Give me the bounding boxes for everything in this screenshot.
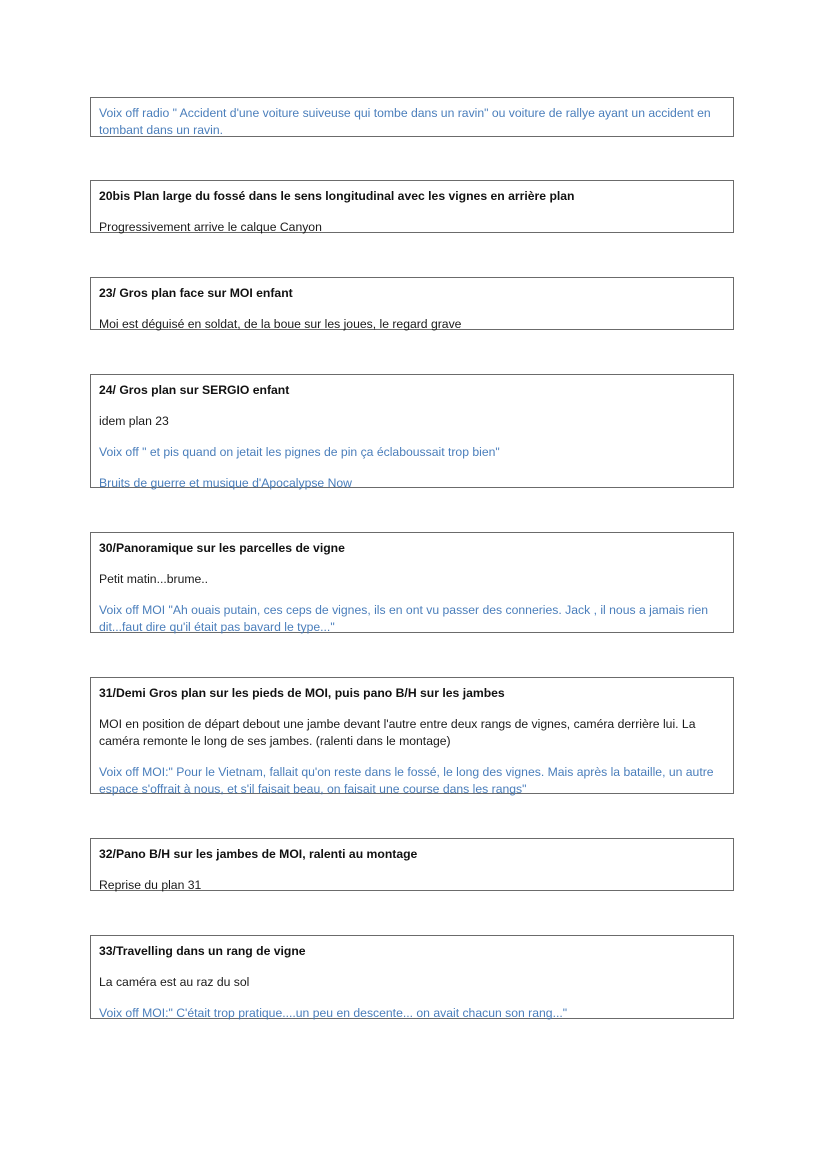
voice-over-line: Voix off MOI:" C'était trop pratique....un peu en descente... on avait chacun son rang..." xyxy=(99,1006,568,1020)
scene-title: 33/Travelling dans un rang de vigne xyxy=(99,944,306,958)
scene-title: 32/Pano B/H sur les jambes de MOI, ralenti au montage xyxy=(99,847,418,861)
scene-block-23 xyxy=(90,277,734,330)
scene-description: idem plan 23 xyxy=(99,414,169,428)
scene-title: 31/Demi Gros plan sur les pieds de MOI, puis pano B/H sur les jambes xyxy=(99,686,505,700)
scene-block-30 xyxy=(90,532,734,633)
scene-title: 30/Panoramique sur les parcelles de vigne xyxy=(99,541,345,555)
voice-over-line: Voix off MOI:" Pour le Vietnam, fallait qu'on reste dans le fossé, le long des vignes. Mais après la bataille, un autre espace s'offrait à nous, et s'il faisait beau, on faisait une course dans les rangs" xyxy=(99,765,714,796)
scene-description: Progressivement arrive le calque Canyon xyxy=(99,220,322,234)
sound-note-line: Bruits de guerre et musique d'Apocalypse Now xyxy=(99,476,352,490)
scene-title: 24/ Gros plan sur SERGIO enfant xyxy=(99,383,290,397)
scene-block-20bis xyxy=(90,180,734,233)
voice-over-line: Voix off radio " Accident d'une voiture suiveuse qui tombe dans un ravin" ou voiture de rallye ayant un accident en tombant dans un ravin. xyxy=(99,106,711,137)
scene-description: Moi est déguisé en soldat, de la boue sur les joues, le regard grave xyxy=(99,317,462,331)
scene-block-24 xyxy=(90,374,734,488)
scene-block-radio-voice-over xyxy=(90,97,734,137)
scene-block-31 xyxy=(90,677,734,794)
scene-description: Petit matin...brume.. xyxy=(99,572,209,586)
scene-title: 20bis Plan large du fossé dans le sens longitudinal avec les vignes en arrière plan xyxy=(99,189,575,203)
scene-block-33 xyxy=(90,935,734,1019)
scene-title: 23/ Gros plan face sur MOI enfant xyxy=(99,286,293,300)
scene-block-32 xyxy=(90,838,734,891)
scene-description: MOI en position de départ debout une jambe devant l'autre entre deux rangs de vignes, caméra derrière lui. La caméra remonte le long de ses jambes. (ralenti dans le montage) xyxy=(99,717,696,748)
voice-over-line: Voix off MOI "Ah ouais putain, ces ceps de vignes, ils en ont vu passer des conneries. Jack , il nous a jamais rien dit...faut dire qu'il était pas bavard le type..." xyxy=(99,603,709,634)
voice-over-line: Voix off " et pis quand on jetait les pignes de pin ça éclaboussait trop bien" xyxy=(99,445,500,459)
scene-description: Reprise du plan 31 xyxy=(99,878,202,892)
scene-description: La caméra est au raz du sol xyxy=(99,975,250,989)
